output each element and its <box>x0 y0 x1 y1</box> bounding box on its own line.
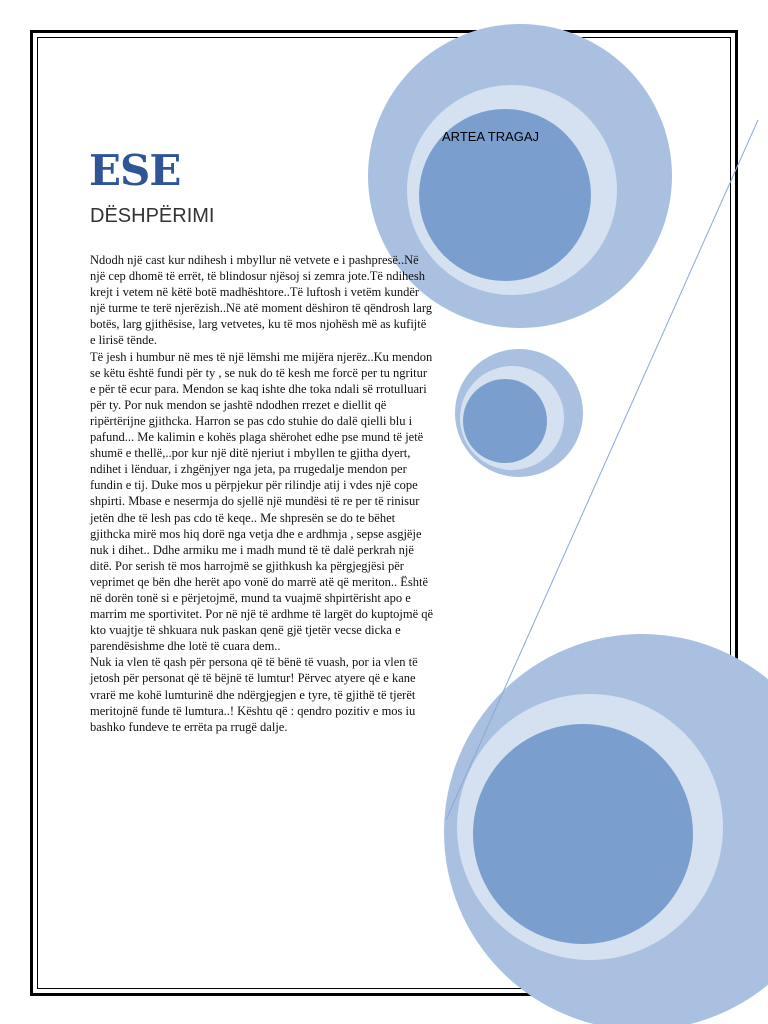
document-title: ESE <box>89 146 181 195</box>
author-name: ARTEA TRAGAJ <box>442 129 540 144</box>
middle-circle-group <box>455 349 583 477</box>
middle-circle-inner <box>463 379 547 463</box>
bottom-circle-inner <box>473 724 693 944</box>
bottom-circle-group <box>444 634 768 1024</box>
essay-paragraph-1: Ndodh një cast kur ndihesh i mbyllur në vetvete e i pashpresë..Në një cep dhomë të errët, të blindosur njësoj si zemra jote.Të ndihesh krejt i vetem në këtë botë madhështore..Të luftosh i vetëm kundër një turme te terë njerëzish..Në atë moment dëshiron të qëndrosh larg botës, larg gjithësise, larg vetvetes, ku të mos njohësh më as kufijtë e lirisë tënde. <box>90 253 433 348</box>
document-subtitle: DËSHPËRIMI <box>90 205 215 227</box>
essay-paragraph-2: Të jesh i humbur në mes të një lëmshi me mijëra njerëz..Ku mendon se këtu është fundi për ty , se nuk do të kesh me forcë per tu ngritur e për të ecur para. Mendon se kaq ishte dhe toka ndali së rrotulluari për ty. Por nuk mendon se jashtë ndodhen rrezet e diellit që ripërtërijne gjithcka. Harron se pas cdo stuhie do dalë qielli blu i pafund... Me kalimin e kohës plaga shërohet edhe pse mund të jetë shumë e thellë,..por kur një ditë njeriut i mbyllen te gjitha dyert, ndihet i lënduar, i zhgënjyer nga jeta, pa rrugedalje mendon per fundin e tij. Duke mos u përpjekur për rilindje atij i vdes një cope shpirti. Mbase e nesermja do sjellë një mundësi të re per të rinisur jetën dhe të lesh pas cdo të keqe.. Me shpresën se do te bëhet gjithcka mirë mos hiq dorë nga vetja dhe e ardhmja , sepse asgjëje nuk i dihet.. Ddhe armiku me i madh mund të të dalë perkrah një ditë. Por serish të mos harrojmë se gjithkush ka përgjegjësi për veprimet qe bën dhe herët apo vonë do marrë atë që meriton.. Është në dorën tonë si e përjetojmë, mund ta vuajmë shpirtërisht apo e marrim me sportivitet. Por në një të ardhme të largët do kuptojmë që kto vuajtje të shkuara nuk paskan qenë gjë tjetër vecse dicka e parendësishme dhe lotë të cuara dem.. <box>90 349 434 654</box>
essay-body <box>90 252 434 735</box>
essay-paragraph-3: Nuk ia vlen të qash për persona që të bënë të vuash, por ia vlen të jetosh për personat që të bëjnë të lumtur! Përvec atyere që e kane vrarë me kohë lumturinë dhe ndërgjegjen e tyre, të gjithë të tjerët meritojnë funde të lumtura..! Kështu që : qendro pozitiv e mos iu bashko fundeve te errëta pa rrugë dalje. <box>90 655 418 734</box>
